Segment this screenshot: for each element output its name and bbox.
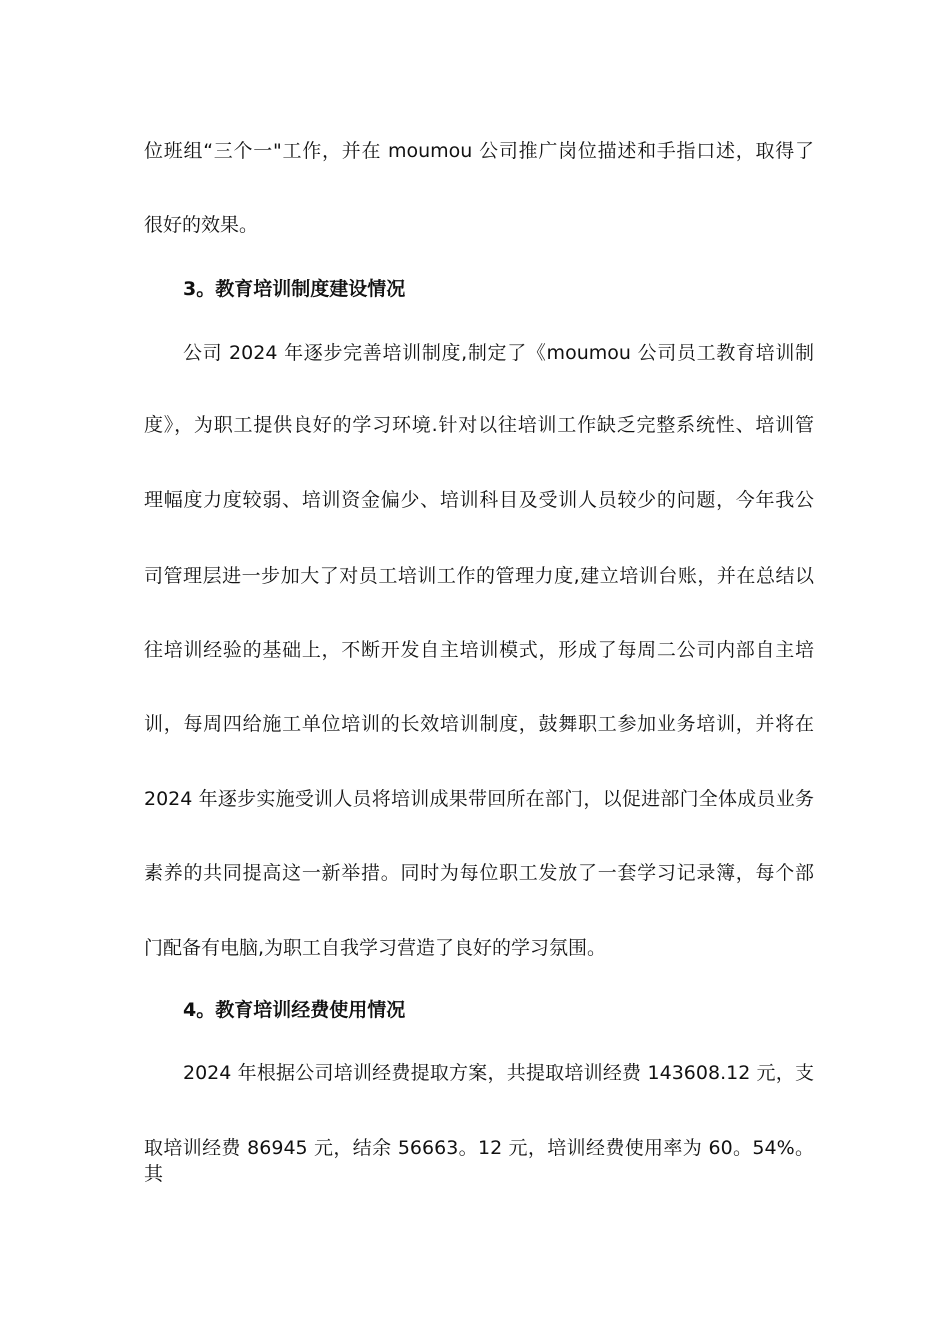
paragraph-line: 2024 年根据公司培训经费提取方案，共提取培训经费 143608.12 元，支 <box>183 1062 814 1084</box>
section-heading: 4。教育培训经费使用情况 <box>183 999 406 1021</box>
paragraph-line: 门配备有电脑,为职工自我学习营造了良好的学习氛围。 <box>144 937 607 959</box>
paragraph-line: 很好的效果。 <box>144 214 259 236</box>
paragraph-line: 训，每周四给施工单位培训的长效培训制度，鼓舞职工参加业务培训，并将在 <box>144 713 814 735</box>
paragraph-line: 理幅度力度较弱、培训资金偏少、培训科目及受训人员较少的问题，今年我公 <box>144 489 814 511</box>
paragraph-line: 取培训经费 86945 元，结余 56663。12 元，培训经费使用率为 60。54%。其 <box>144 1137 814 1185</box>
paragraph-line: 往培训经验的基础上，不断开发自主培训模式，形成了每周二公司内部自主培 <box>144 639 814 661</box>
section-heading: 3。教育培训制度建设情况 <box>183 278 406 300</box>
paragraph-line: 2024 年逐步实施受训人员将培训成果带回所在部门，以促进部门全体成员业务 <box>144 788 814 810</box>
paragraph-line: 司管理层进一步加大了对员工培训工作的管理力度,建立培训台账，并在总结以 <box>144 565 814 587</box>
paragraph-line: 公司 2024 年逐步完善培训制度,制定了《moumou 公司员工教育培训制 <box>183 342 814 364</box>
paragraph-line: 度》，为职工提供良好的学习环境.针对以往培训工作缺乏完整系统性、培训管 <box>144 414 814 436</box>
paragraph-line: 素养的共同提高这一新举措。同时为每位职工发放了一套学习记录簿，每个部 <box>144 862 814 884</box>
paragraph-line: 位班组“三个一"工作，并在 moumou 公司推广岗位描述和手指口述，取得了 <box>144 140 814 162</box>
